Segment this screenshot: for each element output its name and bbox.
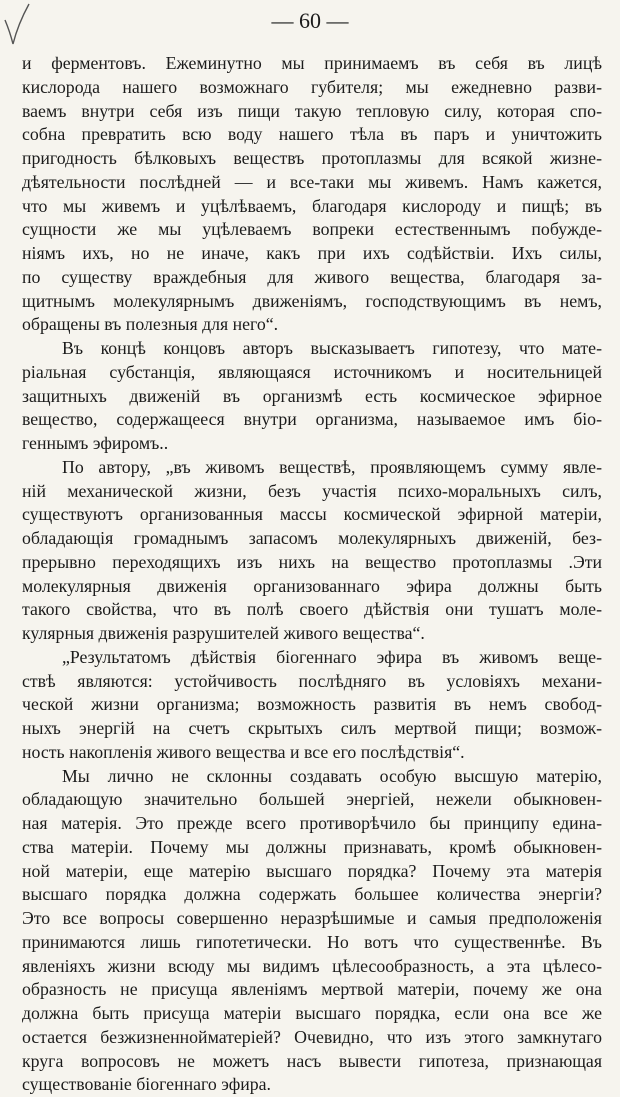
text-line: обладающія громаднымъ запасомъ молекулярныхъ движеній, без- — [22, 528, 602, 548]
text-line: кислорода нашего возможнаго губителя; мы ежедневно разви- — [22, 76, 602, 97]
text-line: существованіе біогеннаго эфира. — [22, 1074, 271, 1095]
text-line: образность не присуща явленіямъ мертвой матеріи, почему же она — [22, 979, 602, 1000]
text-line: ныхъ энергій на счетъ скрытыхъ силъ мертвой пищи; возмож- — [22, 718, 602, 738]
text-line: Это все вопросы совершенно неразрѣшимые и самыя предположенія — [22, 908, 602, 928]
text-line: явленіяхъ жизни всюду мы видимъ цѣлесообразность, а эта цѣлесо- — [22, 955, 602, 976]
text-line: обращены въ полезныя для него“. — [22, 314, 279, 335]
text-line: сущности же мы уцѣлеваемъ вопреки естественнымъ побужде- — [22, 219, 602, 240]
text-line: ній механической жизни, безъ участія психо-моральныхъ силъ, — [22, 480, 602, 501]
text-line: круга вопросовъ не можетъ насъ вывести гипотеза, признающая — [22, 1050, 602, 1071]
text-line: прерывно переходящихъ изъ нихъ на вещество протоплазмы .Эти — [22, 551, 602, 572]
page-number: — 60 — — [271, 8, 349, 33]
text-line: дѣятельности послѣдней — и все-таки мы живемъ. Намъ кажется, — [22, 171, 602, 192]
text-line: такого свойства, что въ полѣ своего дѣйствія они тушатъ моле- — [22, 599, 602, 620]
text-line: ная матерія. Это прежде всего противорѣчило бы принципу едина- — [22, 813, 602, 833]
text-line: ніямъ ихъ, но не иначе, какъ при ихъ содѣйствіи. Ихъ силы, — [22, 243, 602, 263]
text-line: „Результатомъ дѣйствія біогеннаго эфира въ живомъ веще- — [62, 646, 602, 667]
text-line: ность накопленія живого вещества и все его послѣдствія“. — [22, 741, 465, 762]
text-line: ріальная субстанція, являющаяся источникомъ и носительницей — [22, 361, 602, 382]
text-line: По автору, „въ живомъ веществѣ, проявляющемъ сумму явле- — [62, 456, 602, 477]
text-line: Мы лично не склонны создавать особую высшую матерію, — [62, 765, 602, 786]
text-line: по существу враждебныя для живого вещества, благодаря за- — [22, 266, 602, 287]
text-line: геннымъ эфиромъ.. — [22, 433, 169, 453]
text-line: ной матеріи, еще матерію высшаго порядка? Почему эта матерія — [22, 860, 602, 881]
text-line: принимаются лишь гипотетически. Но вотъ что существеннѣе. Въ — [22, 931, 602, 952]
text-line: щитнымъ молекулярнымъ движеніямъ, господствующимъ въ немъ, — [22, 290, 602, 311]
text-line: ствѣ являются: устойчивость послѣдняго въ условіяхъ механи- — [22, 670, 602, 691]
text-line: защитныхъ движеній въ организмѣ есть космическое эфирное — [22, 385, 602, 406]
text-line: собна превратить всю воду нашего тѣла въ паръ и уничтожить — [22, 124, 602, 145]
text-line: вещество, содержащееся внутри организма, называемое имъ біо- — [22, 409, 602, 430]
text-line: пригодность бѣлковыхъ веществъ протоплазмы для всякой жизне- — [22, 148, 602, 168]
text-line: ства матеріи. Почему мы должны признавать, кромѣ обыкновен- — [22, 836, 602, 857]
text-line: Въ концѣ концовъ авторъ высказываетъ гипотезу, что мате- — [62, 338, 602, 358]
text-line: ческой жизни организма; возможность развитія въ немъ свобод- — [22, 694, 602, 715]
text-line: обладающую значительно большей энергіей, нежели обыкновен- — [22, 789, 602, 810]
text-line: остается безжизненнойматеріей? Очевидно, что изъ этого замкнутаго — [22, 1026, 602, 1047]
text-line: молекулярныя движенія организованнаго эфира должны быть — [22, 575, 602, 596]
text-line: и ферментовъ. Ежеминутно мы принимаемъ въ себя въ лицѣ — [22, 53, 602, 73]
text-line: что мы живемъ и уцѣлѣваемъ, благодаря кислороду и пищѣ; въ — [22, 195, 602, 216]
body-text — [22, 52, 602, 1097]
text-line: должна быть присуща матеріи высшаго порядка, если она все же — [22, 1003, 602, 1023]
text-line: ваемъ внутри себя изъ пищи такую тепловую силу, которая спо- — [22, 100, 602, 121]
text-line: существуютъ организованныя массы космической эфирной матеріи, — [22, 504, 602, 525]
text-line: кулярныя движенія разрушителей живого вещества“. — [22, 623, 425, 643]
text-line: высшаго порядка должна содержать большее количества энергіи? — [22, 884, 602, 905]
